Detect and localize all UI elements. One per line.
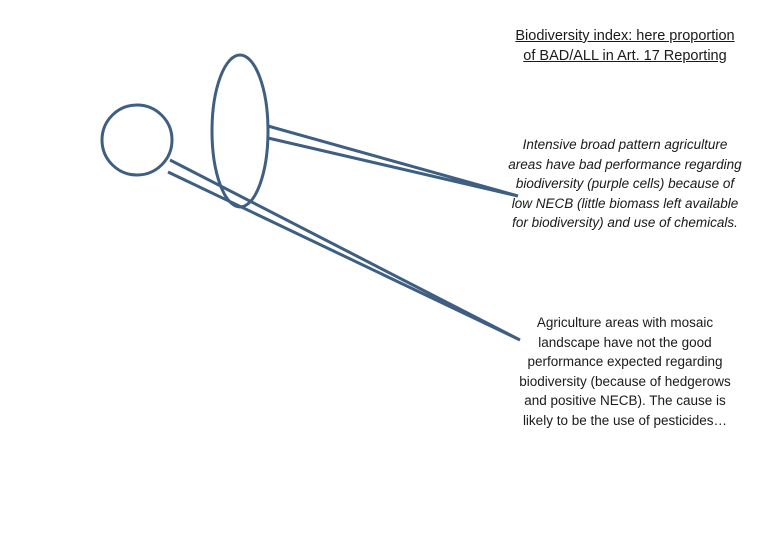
intensive-agriculture-note: Intensive broad pattern agriculture areas have bad performance regarding biodiversity (purple cells) because of low NECB (little biomass left available for biodiversity) and use of chemicals. [508,137,742,230]
mosaic-agriculture-note: Agriculture areas with mosaic landscape have not the good performance expected regarding biodiversity (because of hedgerows and positive NECB). The cause is likely to be the use of pesticides… [519,315,731,428]
callout-pointer-mosaic [168,160,520,340]
callout-pointer-intensive [268,126,518,196]
biodiversity-index-heading: Biodiversity index: here proportion of BAD/ALL in Art. 17 Reporting [515,28,735,64]
callout-circle-mosaic [102,105,172,175]
callout-ellipse-intensive [212,55,268,207]
